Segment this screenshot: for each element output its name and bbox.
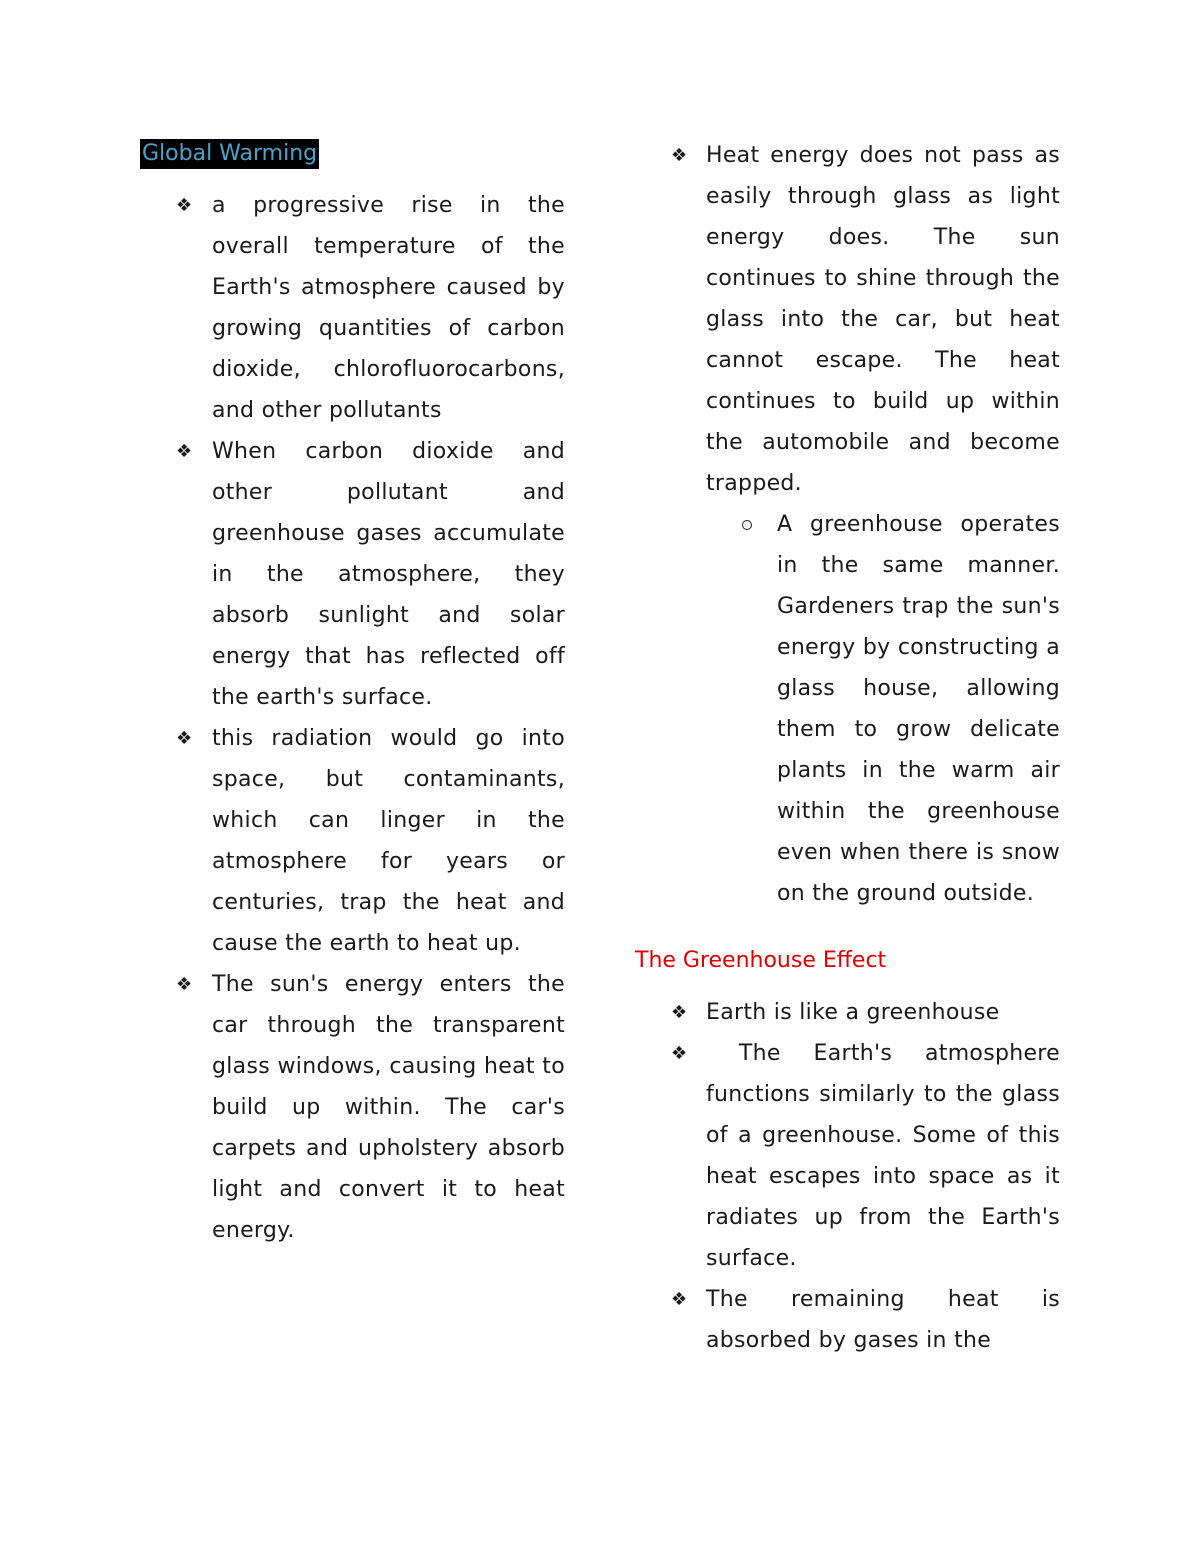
hollow-circle-bullet-icon (742, 520, 752, 530)
list-item (140, 431, 565, 718)
list-item (140, 185, 565, 431)
diamond-bullet-icon: ❖ (671, 1289, 688, 1310)
global-warming-bullet-list (140, 185, 565, 1251)
list-item-text: Heat energy does not pass as easily through glass as light energy does. The sun continues to shine through the glass into the car, but heat cannot escape. The heat continues to build up within the automobile and become trapped. (706, 143, 1060, 496)
list-item-text: The sun's energy enters the car through the transparent glass windows, causing heat to build up within. The car's carpets and upholstery absorb light and convert it to heat energy. (212, 972, 565, 1243)
left-column (140, 135, 565, 1251)
list-item (635, 992, 1060, 1033)
list-item (140, 718, 565, 964)
diamond-bullet-icon: ❖ (176, 441, 193, 462)
diamond-bullet-icon: ❖ (176, 728, 193, 749)
list-item-text: The Earth's atmosphere functions similarly to the glass of a greenhouse. Some of this heat escapes into space as it radiates up from the Earth's surface. (706, 1041, 1068, 1271)
diamond-bullet-icon: ❖ (176, 974, 193, 995)
list-item-text: Earth is like a greenhouse (706, 1000, 1000, 1025)
diamond-bullet-icon: ❖ (671, 1043, 688, 1064)
diamond-bullet-icon: ❖ (671, 145, 688, 166)
diamond-bullet-icon: ❖ (176, 195, 193, 216)
list-item-text: this radiation would go into space, but contaminants, which can linger in the atmosphere for years or centuries, trap the heat and cause the earth to heat up. (212, 726, 565, 956)
list-item-text: The remaining heat is absorbed by gases in the (706, 1287, 1060, 1353)
sub-list-item (706, 504, 1060, 914)
greenhouse-effect-heading: The Greenhouse Effect (635, 948, 887, 973)
list-item (635, 1279, 1060, 1361)
list-item (140, 964, 565, 1251)
list-item (635, 135, 1060, 914)
global-warming-heading: Global Warming (140, 139, 319, 169)
car-heat-bullet-list (635, 135, 1060, 914)
sub-bullet-list (706, 504, 1060, 914)
list-item-text: a progressive rise in the overall temperature of the Earth's atmosphere caused by growing quantities of carbon dioxide, chlorofluorocarbons, and other pollutants (212, 193, 565, 423)
list-item-text: When carbon dioxide and other pollutant and greenhouse gases accumulate in the atmosphere, they absorb sunlight and solar energy that has reflected off the earth's surface. (212, 439, 565, 710)
greenhouse-effect-bullet-list (635, 992, 1068, 1361)
sub-list-item-text: A greenhouse operates in the same manner. Gardeners trap the sun's energy by constructing a glass house, allowing them to grow delicate plants in the warm air within the greenhouse even when there is snow on the ground outside. (777, 512, 1060, 906)
list-item (635, 1033, 1068, 1279)
right-column (635, 135, 1068, 1361)
diamond-bullet-icon: ❖ (671, 1002, 688, 1023)
